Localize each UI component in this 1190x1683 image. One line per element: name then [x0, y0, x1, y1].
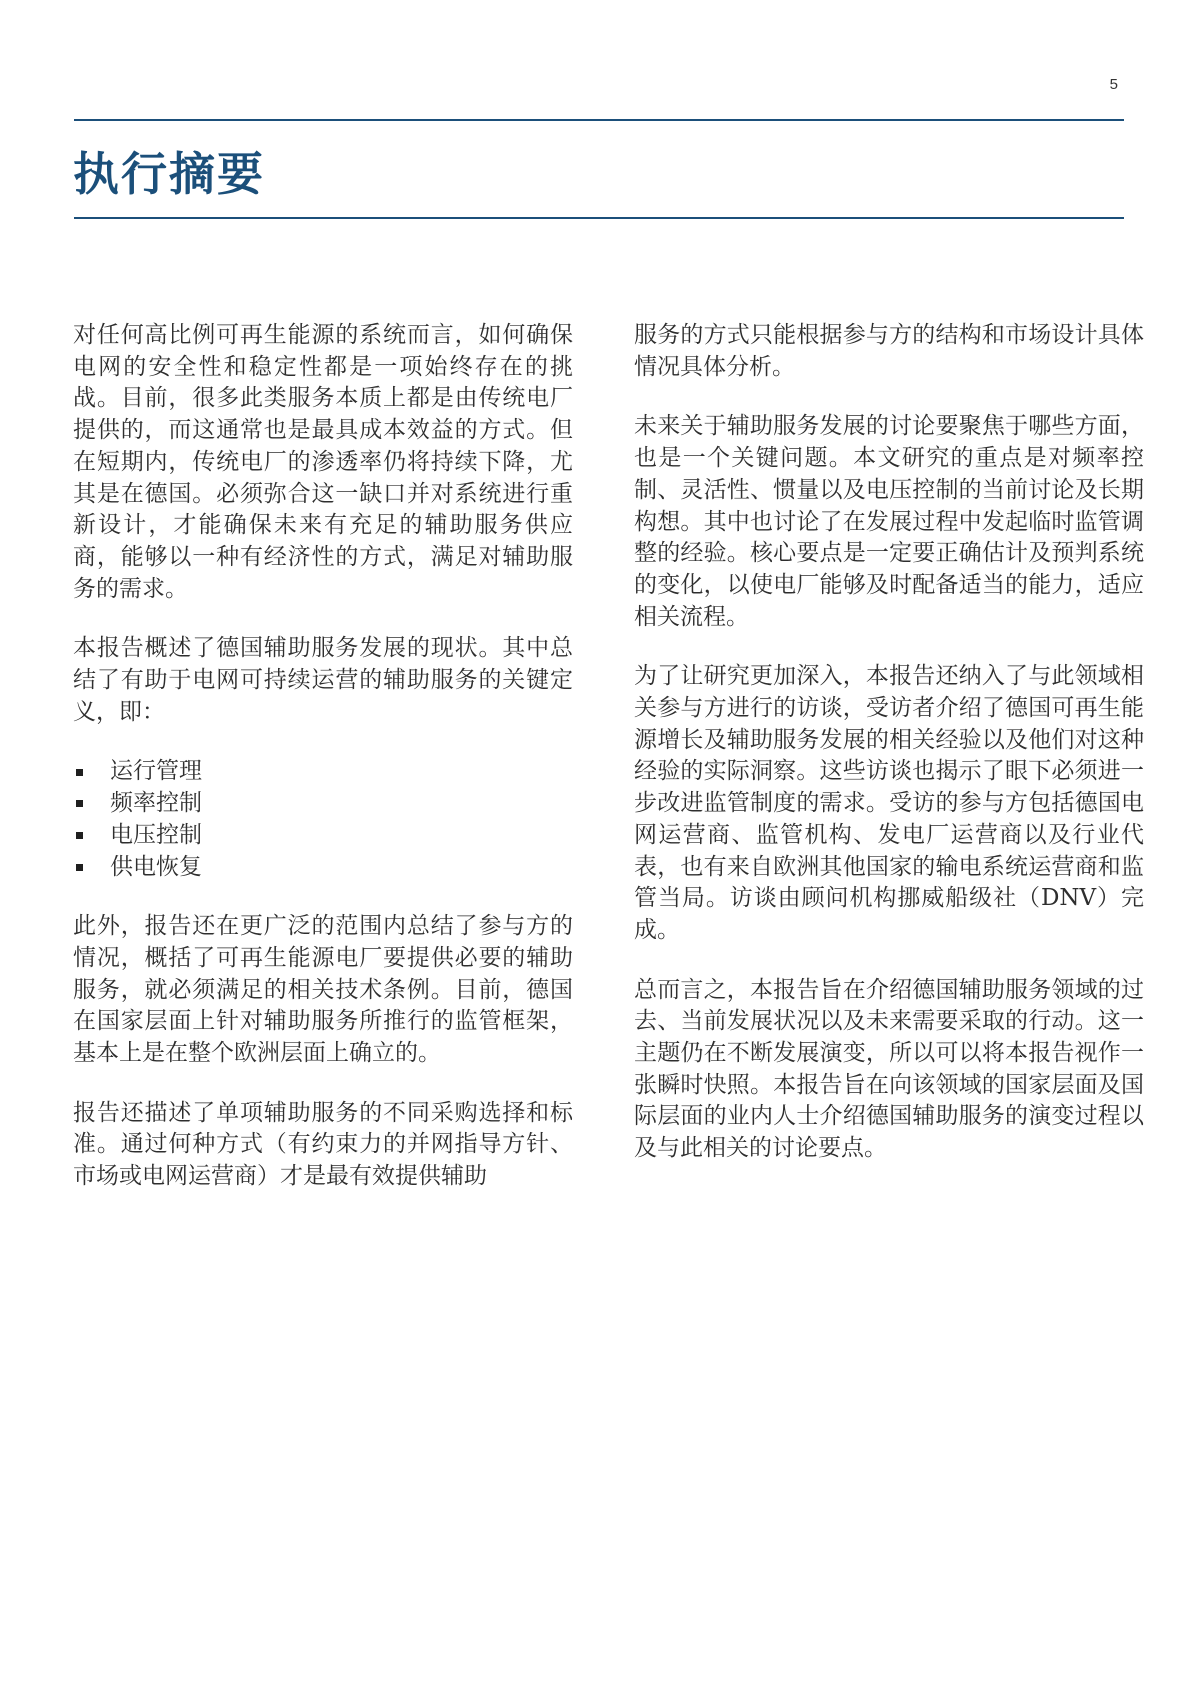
title-bottom-divider: [74, 217, 1124, 219]
square-bullet-icon: [76, 800, 83, 807]
title-top-divider: [74, 119, 1124, 121]
list-item: [73, 852, 573, 884]
list-item-label: 频率控制: [110, 790, 202, 817]
square-bullet-icon: [76, 864, 83, 871]
paragraph: 服务的方式只能根据参与方的结构和市场设计具体情况具体分析。: [634, 322, 1144, 380]
paragraph: 未来关于辅助服务发展的讨论要聚焦于哪些方面，也是一个关键问题。本文研究的重点是对频率控制、灵活性、惯量以及电压控制的当前讨论及长期构想。其中也讨论了在发展过程中发起临时监管调整的经验。核心要点是一定要正确估计及预判系统的变化，以使电厂能够及时配备适当的能力，适应相关流程。: [634, 413, 1144, 630]
list-item-label: 运行管理: [110, 758, 202, 785]
list-item: [73, 756, 573, 788]
right-column: [634, 320, 1144, 1193]
paragraph: 总而言之，本报告旨在介绍德国辅助服务领域的过去、当前发展状况以及未来需要采取的行动。这一主题仍在不断发展演变，所以可以将本报告视作一张瞬时快照。本报告旨在向该领域的国家层面及国际层面的业内人士介绍德国辅助服务的演变过程以及与此相关的讨论要点。: [634, 976, 1144, 1162]
list-item: [73, 820, 573, 852]
page-number: 5: [1109, 76, 1118, 93]
list-item: [73, 788, 573, 820]
key-definitions-list: [73, 756, 573, 883]
paragraph: 本报告概述了德国辅助服务发展的现状。其中总结了有助于电网可持续运营的辅助服务的关键定义，即：: [73, 635, 573, 725]
square-bullet-icon: [76, 769, 83, 776]
paragraph: 为了让研究更加深入，本报告还纳入了与此领域相关参与方进行的访谈，受访者介绍了德国可再生能源增长及辅助服务发展的相关经验以及他们对这种经验的实际洞察。这些访谈也揭示了眼下必须进一步改进监管制度的需求。受访的参与方包括德国电网运营商、监管机构、发电厂运营商以及行业代表，也有来自欧洲其他国家的输电系统运营商和监管当局。访谈由顾问机构挪威船级社（DNV）完成。: [634, 663, 1144, 943]
left-column: [73, 320, 573, 1221]
square-bullet-icon: [76, 832, 83, 839]
paragraph: 此外，报告还在更广泛的范围内总结了参与方的情况，概括了可再生能源电厂要提供必要的辅助服务，就必须满足的相关技术条例。目前，德国在国家层面上针对辅助服务所推行的监管框架，基本上是在整个欧洲层面上确立的。: [73, 913, 573, 1066]
list-item-label: 供电恢复: [110, 853, 202, 880]
page-title: 执行摘要: [73, 147, 265, 201]
paragraph: 对任何高比例可再生能源的系统而言，如何确保电网的安全性和稳定性都是一项始终存在的挑战。目前，很多此类服务本质上都是由传统电厂提供的，而这通常也是最具成本效益的方式。但在短期内，传统电厂的渗透率仍将持续下降，尤其是在德国。必须弥合这一缺口并对系统进行重新设计，才能确保未来有充足的辅助服务供应商，能够以一种有经济性的方式，满足对辅助服务的需求。: [73, 322, 573, 602]
list-item-label: 电压控制: [110, 821, 202, 848]
paragraph: 报告还描述了单项辅助服务的不同采购选择和标准。通过何种方式（有约束力的并网指导方针、市场或电网运营商）才是最有效提供辅助: [73, 1099, 573, 1190]
